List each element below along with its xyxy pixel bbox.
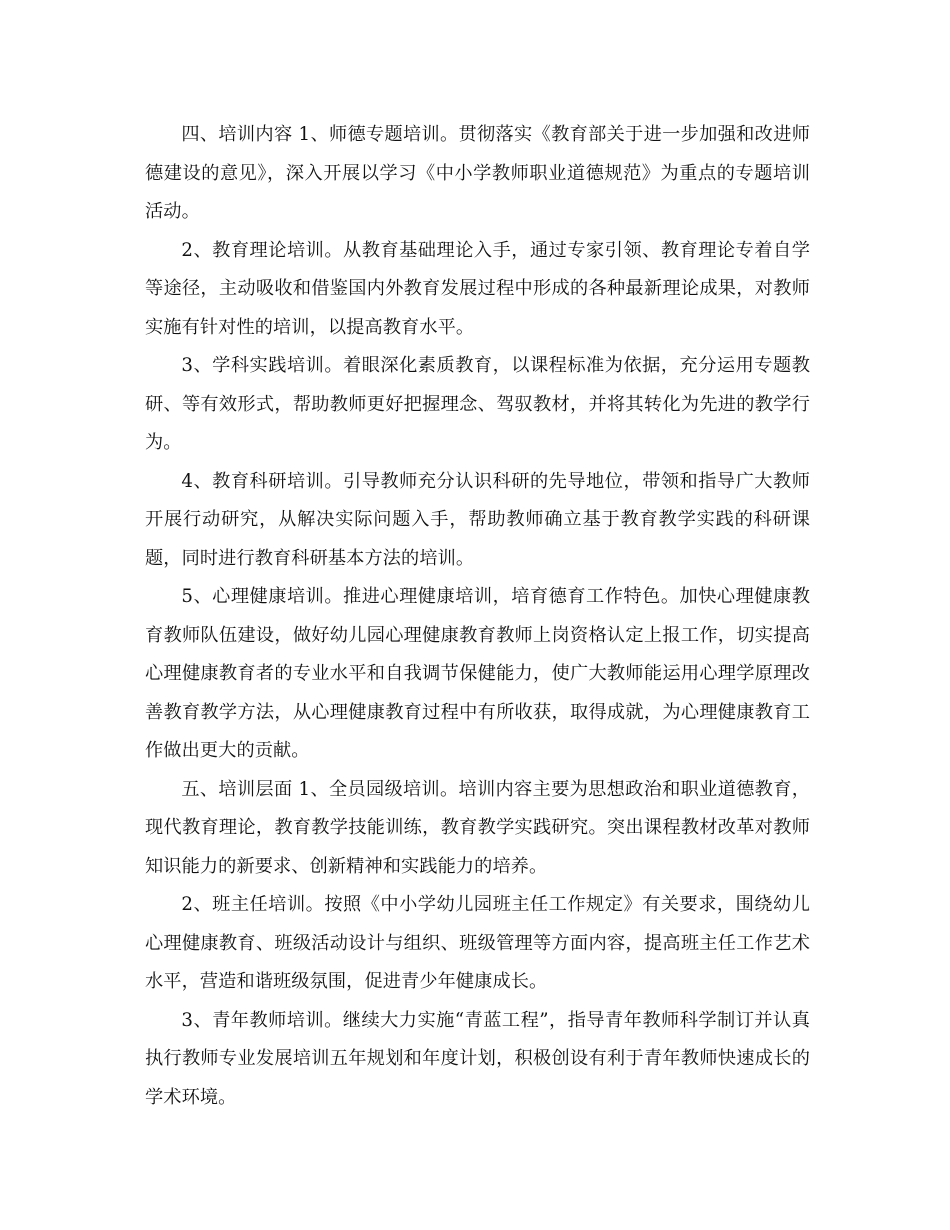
paragraph-young-teacher-training: 3、青年教师培训。继续大力实施“青蓝工程”，指导青年教师科学制订并认真执行教师专业发展培训五年规划和年度计划，积极创设有利于青年教师快速成长的学术环境。 <box>145 1009 810 1108</box>
paragraph-training-content-ethics: 四、培训内容 1、师德专题培训。贯彻落实《教育部关于进一步加强和改进师德建设的意见》，深入开展以学习《中小学教师职业道德规范》为重点的专题培训活动。 <box>145 124 810 222</box>
paragraph-mental-health: 5、心理健康培训。推进心理健康培训，培育德育工作特色。加快心理健康教育教师队伍建设，做好幼儿园心理健康教育教师上岗资格认定上报工作，切实提高心理健康教育者的专业水平和自我调节保健能力，使广大教师能运用心理学原理改善教育教学方法，从心理健康教育过程中有所收获，取得成就，为心理健康教育工作做出更大的贡献。 <box>145 586 810 761</box>
document-body <box>145 116 810 1117</box>
paragraph-head-teacher-training: 2、班主任培训。按照《中小学幼儿园班主任工作规定》有关要求，围绕幼儿心理健康教育、班级活动设计与组织、班级管理等方面内容，提高班主任工作艺术水平，营造和谐班级氛围，促进青少年健康成长。 <box>145 894 810 992</box>
paragraph-research-training: 4、教育科研培训。引导教师充分认识科研的先导地位，带领和指导广大教师开展行动研究，从解决实际问题入手，帮助教师确立基于教育教学实践的科研课题，同时进行教育科研基本方法的培训。 <box>145 470 810 569</box>
paragraph-subject-practice: 3、学科实践培训。着眼深化素质教育，以课程标准为依据，充分运用专题教研、等有效形式，帮助教师更好把握理念、驾驭教材，并将其转化为先进的教学行为。 <box>145 355 810 453</box>
paragraph-training-levels-all-staff: 五、培训层面 1、全员园级培训。培训内容主要为思想政治和职业道德教育，现代教育理论，教育教学技能训练，教育教学实践研究。突出课程教材改革对教师知识能力的新要求、创新精神和实践能力的培养。 <box>145 778 810 877</box>
paragraph-education-theory: 2、教育理论培训。从教育基础理论入手，通过专家引领、教育理论专着自学等途径，主动吸收和借鉴国内外教育发展过程中形成的各种最新理论成果，对教师实施有针对性的培训，以提高教育水平。 <box>145 239 810 338</box>
